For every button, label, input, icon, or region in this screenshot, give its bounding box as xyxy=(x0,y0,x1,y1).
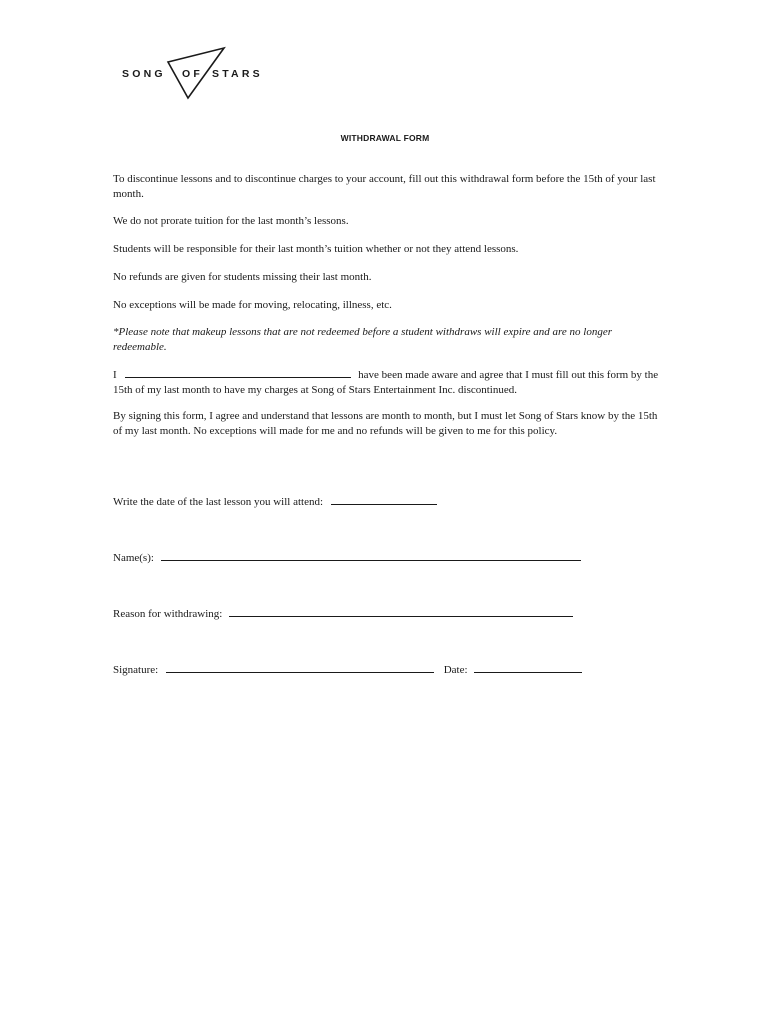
agreement-name-blank[interactable] xyxy=(125,367,351,378)
last-lesson-blank[interactable] xyxy=(331,494,437,505)
intro-paragraph: To discontinue lessons and to discontinue charges to your account, fill out this withdrawal form before the 15th of your last month. xyxy=(113,173,656,200)
agreement-prefix: I xyxy=(113,369,117,381)
exceptions-paragraph: No exceptions will be made for moving, relocating, illness, etc. xyxy=(113,299,392,311)
date-blank[interactable] xyxy=(474,662,582,673)
names-label: Name(s): xyxy=(113,552,154,564)
form-title: WITHDRAWAL FORM xyxy=(340,133,430,143)
logo-middle-text: OF xyxy=(182,68,203,80)
names-blank[interactable] xyxy=(161,550,581,561)
agreement-paragraph xyxy=(113,367,661,398)
last-lesson-label: Write the date of the last lesson you will attend: xyxy=(113,496,324,508)
signature-label: Signature: xyxy=(113,664,159,676)
logo-left-text: SONG xyxy=(122,68,166,80)
signature-blank[interactable] xyxy=(166,662,434,673)
reason-label: Reason for withdrawing: xyxy=(113,608,223,620)
signing-paragraph: By signing this form, I agree and understand that lessons are month to month, but I must let Song of Stars know by the 15th of my last month. No exceptions will made for me and no refunds will be given to me for this policy. xyxy=(113,410,658,437)
names-field xyxy=(113,550,581,566)
reason-blank[interactable] xyxy=(229,606,573,617)
song-of-stars-logo xyxy=(120,46,270,102)
responsibility-paragraph: Students will be responsible for their last month’s tuition whether or not they attend lessons. xyxy=(113,243,519,255)
agreement-text: have been made aware and agree that I must fill out this form by the 15th of my last month to have my charges at Song of Stars Entertainment Inc. discontinued. xyxy=(113,369,659,396)
reason-field xyxy=(113,606,573,622)
date-label: Date: xyxy=(443,664,468,676)
signature-field xyxy=(113,662,582,678)
logo-right-text: STARS xyxy=(212,68,263,80)
makeup-note: *Please note that makeup lessons that are not redeemed before a student withdraws will expire and are no longer redeemable. xyxy=(113,326,613,353)
prorate-paragraph: We do not prorate tuition for the last month’s lessons. xyxy=(113,215,349,227)
refunds-paragraph: No refunds are given for students missing their last month. xyxy=(113,271,372,283)
last-lesson-field xyxy=(113,494,437,510)
